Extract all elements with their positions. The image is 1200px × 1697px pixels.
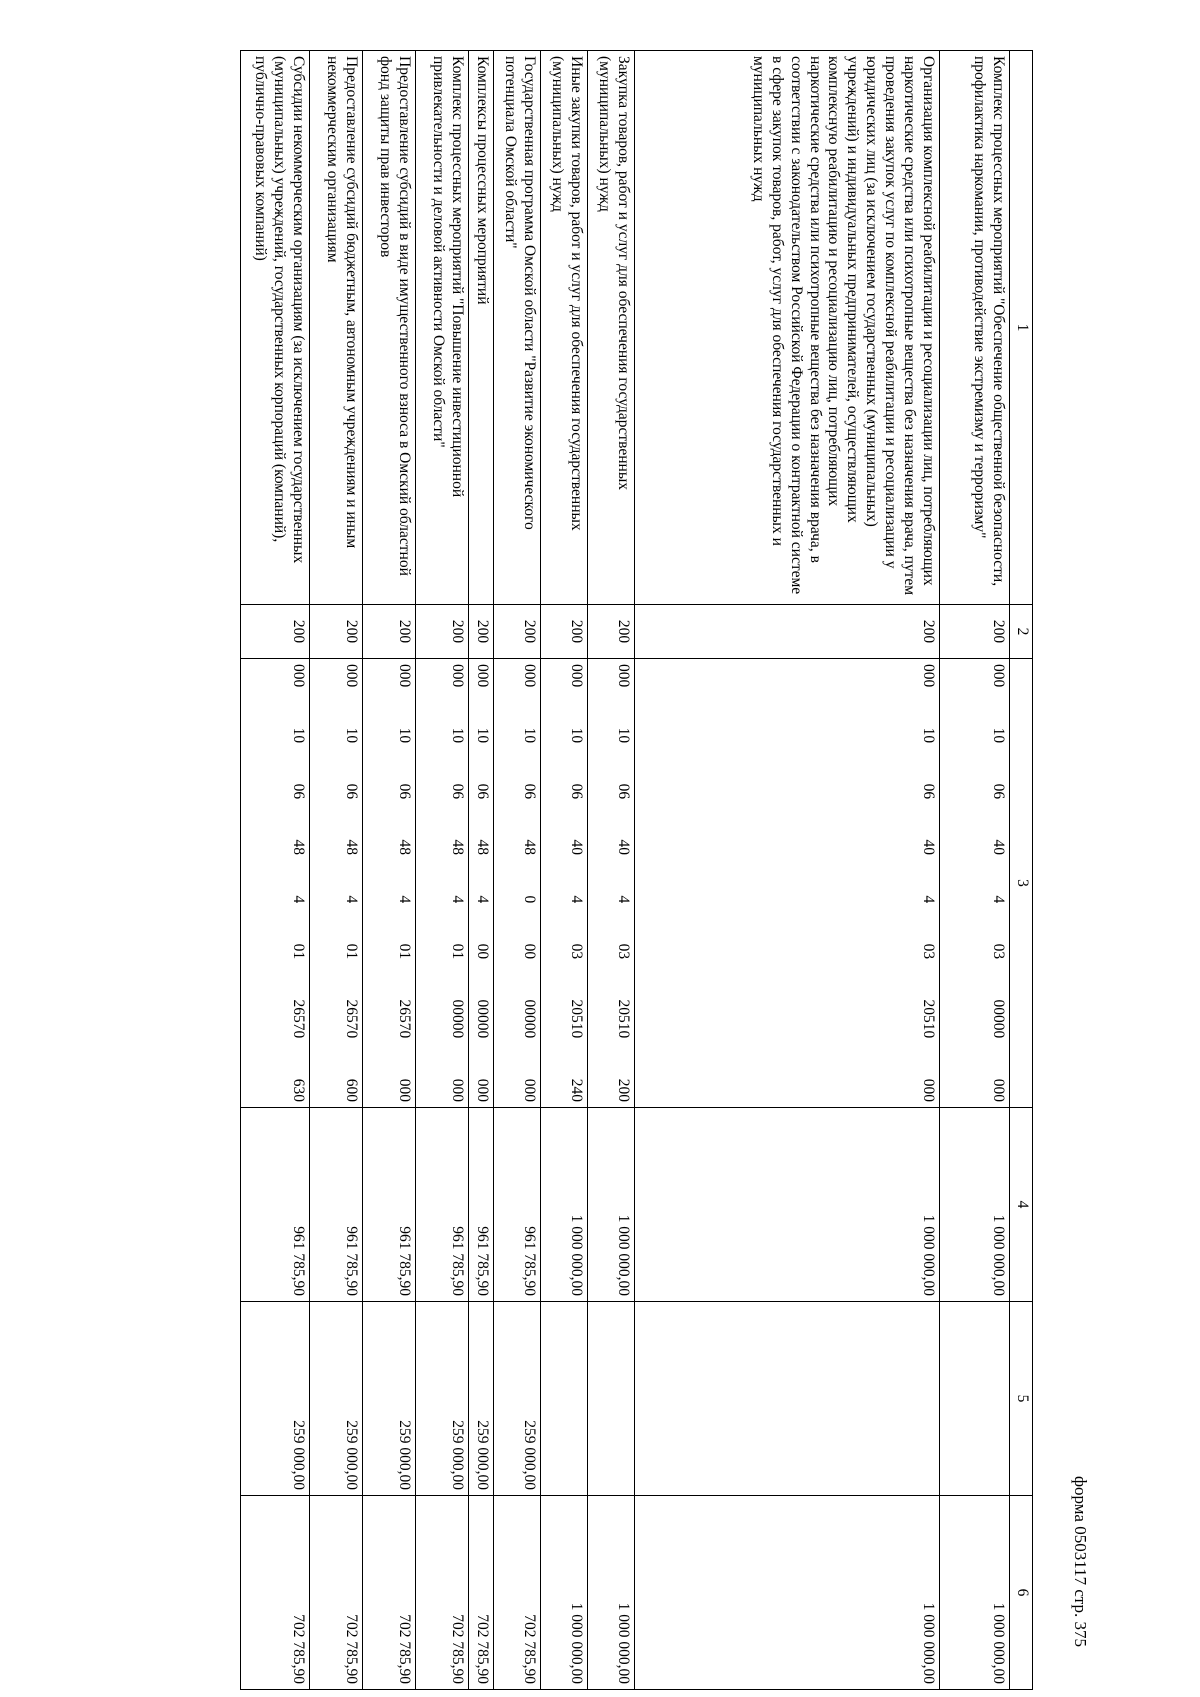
- row-line-code: 200: [494, 605, 541, 659]
- rotated-page: [90, 50, 1090, 1684]
- classification-segment: 01: [343, 943, 360, 960]
- classification-segment: 630: [290, 1078, 307, 1102]
- classification-segment: 000: [343, 664, 360, 688]
- column-header-2: 2: [1010, 605, 1033, 659]
- classification-segment: 000: [521, 664, 538, 688]
- row-classification-code: [310, 659, 363, 1108]
- classification-segment: 06: [568, 783, 585, 800]
- row-line-code: 200: [416, 605, 469, 659]
- classification-segment: 000: [290, 664, 307, 688]
- classification-segment: 000: [568, 664, 585, 688]
- classification-segment: 200: [615, 1078, 632, 1102]
- table-row: [588, 51, 635, 1690]
- classification-segment: 00000: [990, 999, 1007, 1039]
- row-approved-amount: 961 785,90: [416, 1108, 469, 1302]
- row-name: Организация комплексной реабилитации и ресоциализации лиц, потребляющих наркотические средства или психотропные вещества без назначения врача, путем проведения закупок услуг по комплексной реабилитации и ресоциализации у юридических лиц (за исключением государственных (муниципальных) учреждений) и индивидуальных предпринимателей, осуществляющих комплексную реабилитацию и ресоциализацию лиц, потребляющих наркотические средства или психотропные вещества без назначения врача, в соответствии с законодательством Российской Федерации о контрактной системе в сфере закупок товаров, работ, услуг для обеспечения государственных и муниципальных нужд: [635, 51, 940, 605]
- row-name: Комплекс процессных мероприятий "Повышение инвестиционной привлекательности и деловой активности Омской области": [416, 51, 469, 605]
- classification-segment: 4: [568, 895, 585, 904]
- classification-segment: 40: [568, 839, 585, 856]
- row-approved-amount: 1 000 000,00: [588, 1108, 635, 1302]
- table-row: [494, 51, 541, 1690]
- classification-segment: 000: [920, 1078, 937, 1102]
- row-line-code: 200: [635, 605, 940, 659]
- table-row: [635, 51, 940, 1690]
- classification-segment: 40: [615, 839, 632, 856]
- table-body: [241, 51, 1010, 1690]
- row-line-code: 200: [940, 605, 1010, 659]
- row-classification-code: [363, 659, 416, 1108]
- row-line-code: 200: [469, 605, 494, 659]
- row-classification-code: [494, 659, 541, 1108]
- classification-segment: 26570: [396, 999, 413, 1039]
- classification-segment: 00000: [449, 999, 466, 1039]
- classification-segment: 000: [521, 1078, 538, 1102]
- row-executed-amount: 259 000,00: [363, 1302, 416, 1496]
- classification-segment: 000: [615, 664, 632, 688]
- row-unexecuted-amount: 702 785,90: [416, 1496, 469, 1690]
- classification-segment: 20510: [615, 999, 632, 1039]
- row-name: Иные закупки товаров, работ и услуг для обеспечения государственных (муниципальных) нужд: [541, 51, 588, 605]
- column-header-4: 4: [1010, 1108, 1033, 1302]
- classification-segment: 40: [990, 839, 1007, 856]
- row-unexecuted-amount: 1 000 000,00: [635, 1496, 940, 1690]
- classification-segment: 03: [615, 943, 632, 960]
- classification-segment: 4: [290, 895, 307, 904]
- classification-segment: 000: [474, 664, 491, 688]
- classification-segment: 00000: [521, 999, 538, 1039]
- row-name: Закупка товаров, работ и услуг для обеспечения государственных (муниципальных) нужд: [588, 51, 635, 605]
- classification-segment: 26570: [343, 999, 360, 1039]
- classification-segment: 10: [521, 727, 538, 744]
- row-approved-amount: 961 785,90: [469, 1108, 494, 1302]
- classification-segment: 06: [396, 783, 413, 800]
- row-name: Предоставление субсидий в виде имущественного взноса в Омский областной фонд защиты прав инвесторов: [363, 51, 416, 605]
- classification-segment: 48: [343, 839, 360, 856]
- row-executed-amount: [940, 1302, 1010, 1496]
- row-executed-amount: 259 000,00: [416, 1302, 469, 1496]
- table-row: [541, 51, 588, 1690]
- classification-segment: 20510: [568, 999, 585, 1039]
- row-unexecuted-amount: 1 000 000,00: [541, 1496, 588, 1690]
- row-classification-code: [416, 659, 469, 1108]
- classification-segment: 4: [920, 895, 937, 904]
- classification-segment: 06: [615, 783, 632, 800]
- classification-segment: 06: [990, 783, 1007, 800]
- classification-segment: 48: [521, 839, 538, 856]
- classification-segment: 48: [396, 839, 413, 856]
- row-name: Предоставление субсидий бюджетным, автономным учреждениям и иным некоммерческим организациям: [310, 51, 363, 605]
- classification-segment: 000: [396, 1078, 413, 1102]
- row-approved-amount: 961 785,90: [494, 1108, 541, 1302]
- row-unexecuted-amount: 702 785,90: [363, 1496, 416, 1690]
- classification-segment: 10: [449, 727, 466, 744]
- row-name: Комплексы процессных мероприятий: [469, 51, 494, 605]
- row-executed-amount: [635, 1302, 940, 1496]
- classification-segment: 4: [343, 895, 360, 904]
- classification-segment: 10: [920, 727, 937, 744]
- classification-segment: 10: [474, 727, 491, 744]
- classification-segment: 06: [474, 783, 491, 800]
- classification-segment: 06: [449, 783, 466, 800]
- column-header-6: 6: [1010, 1496, 1033, 1690]
- row-name: Государственная программа Омской области "Развитие экономического потенциала Омской области": [494, 51, 541, 605]
- classification-segment: 03: [990, 943, 1007, 960]
- classification-segment: 26570: [290, 999, 307, 1039]
- classification-segment: 01: [396, 943, 413, 960]
- classification-segment: 4: [396, 895, 413, 904]
- row-line-code: 200: [588, 605, 635, 659]
- row-executed-amount: 259 000,00: [469, 1302, 494, 1496]
- table-row: [416, 51, 469, 1690]
- classification-segment: 48: [290, 839, 307, 856]
- row-unexecuted-amount: 1 000 000,00: [940, 1496, 1010, 1690]
- classification-segment: 06: [521, 783, 538, 800]
- classification-segment: 10: [343, 727, 360, 744]
- classification-segment: 03: [920, 943, 937, 960]
- table-row: [363, 51, 416, 1690]
- row-classification-code: [541, 659, 588, 1108]
- row-line-code: 200: [363, 605, 416, 659]
- classification-segment: 48: [474, 839, 491, 856]
- row-approved-amount: 1 000 000,00: [541, 1108, 588, 1302]
- classification-segment: 01: [290, 943, 307, 960]
- classification-segment: 06: [920, 783, 937, 800]
- classification-segment: 10: [290, 727, 307, 744]
- row-name: Субсидии некоммерческим организациям (за исключением государственных (муниципальных) учреждений, государственных корпораций (компаний), публично-правовых компаний): [241, 51, 310, 605]
- row-approved-amount: 961 785,90: [363, 1108, 416, 1302]
- classification-segment: 20510: [920, 999, 937, 1039]
- classification-segment: 0: [521, 895, 538, 904]
- table-row: [310, 51, 363, 1690]
- classification-segment: 240: [568, 1078, 585, 1102]
- classification-segment: 4: [990, 895, 1007, 904]
- row-classification-code: [635, 659, 940, 1108]
- classification-segment: 600: [343, 1078, 360, 1102]
- row-unexecuted-amount: 702 785,90: [469, 1496, 494, 1690]
- row-executed-amount: 259 000,00: [494, 1302, 541, 1496]
- classification-segment: 000: [449, 664, 466, 688]
- classification-segment: 10: [990, 727, 1007, 744]
- row-executed-amount: [541, 1302, 588, 1496]
- row-classification-code: [588, 659, 635, 1108]
- classification-segment: 10: [568, 727, 585, 744]
- row-executed-amount: 259 000,00: [310, 1302, 363, 1496]
- column-number-row: [1010, 51, 1033, 1690]
- classification-segment: 000: [990, 664, 1007, 688]
- row-classification-code: [241, 659, 310, 1108]
- table-row: [469, 51, 494, 1690]
- classification-segment: 48: [449, 839, 466, 856]
- classification-segment: 03: [568, 943, 585, 960]
- classification-segment: 000: [449, 1078, 466, 1102]
- row-approved-amount: 1 000 000,00: [940, 1108, 1010, 1302]
- column-header-5: 5: [1010, 1302, 1033, 1496]
- classification-segment: 01: [449, 943, 466, 960]
- row-approved-amount: 961 785,90: [310, 1108, 363, 1302]
- row-line-code: 200: [310, 605, 363, 659]
- row-approved-amount: 961 785,90: [241, 1108, 310, 1302]
- classification-segment: 00: [474, 943, 491, 960]
- row-line-code: 200: [541, 605, 588, 659]
- row-unexecuted-amount: 1 000 000,00: [588, 1496, 635, 1690]
- classification-segment: 4: [615, 895, 632, 904]
- row-approved-amount: 1 000 000,00: [635, 1108, 940, 1302]
- row-name: Комплекс процессных мероприятий "Обеспечение общественной безопасности, профилактика наркомании, противодействие экстремизму и терроризму": [940, 51, 1010, 605]
- classification-segment: 00: [521, 943, 538, 960]
- classification-segment: 000: [474, 1078, 491, 1102]
- classification-segment: 10: [396, 727, 413, 744]
- row-executed-amount: [588, 1302, 635, 1496]
- column-header-1: 1: [1010, 51, 1033, 605]
- row-unexecuted-amount: 702 785,90: [494, 1496, 541, 1690]
- classification-segment: 06: [290, 783, 307, 800]
- row-classification-code: [469, 659, 494, 1108]
- classification-segment: 06: [343, 783, 360, 800]
- classification-segment: 4: [449, 895, 466, 904]
- classification-segment: 4: [474, 895, 491, 904]
- classification-segment: 000: [990, 1078, 1007, 1102]
- table-row: [241, 51, 310, 1690]
- classification-segment: 10: [615, 727, 632, 744]
- classification-segment: 40: [920, 839, 937, 856]
- row-line-code: 200: [241, 605, 310, 659]
- row-unexecuted-amount: 702 785,90: [241, 1496, 310, 1690]
- table-row: [940, 51, 1010, 1690]
- budget-table: [240, 50, 1033, 1690]
- row-classification-code: [940, 659, 1010, 1108]
- form-page-label: форма 0503117 стр. 375: [1071, 1476, 1090, 1647]
- row-executed-amount: 259 000,00: [241, 1302, 310, 1496]
- row-unexecuted-amount: 702 785,90: [310, 1496, 363, 1690]
- classification-segment: 000: [396, 664, 413, 688]
- classification-segment: 000: [920, 664, 937, 688]
- column-header-3: 3: [1010, 659, 1033, 1108]
- classification-segment: 00000: [474, 999, 491, 1039]
